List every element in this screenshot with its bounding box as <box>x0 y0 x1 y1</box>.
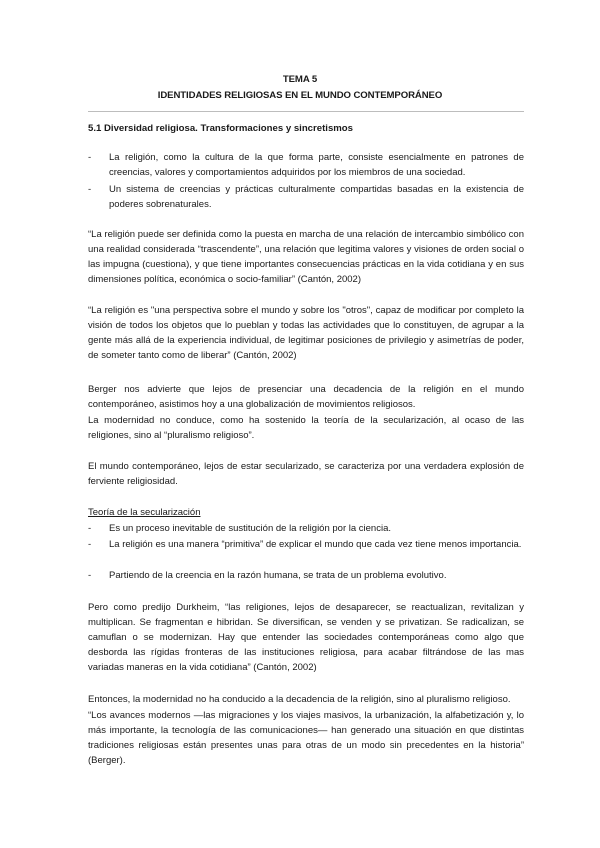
paragraph-modernidad: La modernidad no conduce, como ha sostenido la teoría de la secularización, al ocaso de las religiones, sino al “pluralismo religioso”. <box>88 415 524 441</box>
topic-number: TEMA 5 <box>282 74 318 85</box>
subsection-title: Teoría de la secularización <box>88 507 201 518</box>
paragraph-pluralismo: Entonces, la modernidad no ha conducido a la decadencia de la religión, sino al pluralismo religioso. <box>88 694 511 705</box>
paragraph-definition-2: “La religión es "una perspectiva sobre el mundo y sobre los "otros", capaz de modificar por completo la visión de todos los objetos que lo pueblan y todas las actividades que lo constituyen, de agrupar a la gente más allá de la experiencia individual, de legitimar posiciones de privilegio y asimetrías de poder, de someter tanto como de liberar” (Cantón, 2002) <box>88 305 524 361</box>
paragraph-definition-1: “La religión puede ser definida como la puesta en marcha de una relación de intercambio simbólico con una realidad considerada “trascendente”, una relación que legitima valores y visiones de orden social o las impugna (cuestiona), y que tiene importantes consecuencias prácticas en la vida cotidiana y en sus dimensiones política, económica o socio-familiar” (Cantón, 2002) <box>88 229 524 285</box>
bullet-dash: - <box>88 523 92 534</box>
header-divider <box>88 111 524 112</box>
list-item <box>88 182 524 212</box>
bullet-dash: - <box>88 184 92 195</box>
paragraph-berger-quote: “Los avances modernos —las migraciones y los viajes masivos, la urbanización, la alfabetización y, lo más importante, la tecnología de las comunicaciones— han generado una situación en que distintas tradiciones religiosas están presentes unas para otras de un modo sin precedentes en la historia” (Berger). <box>88 710 524 766</box>
list-item-text: La religión, como la cultura de la que forma parte, consiste esencialmente en patrones de creencias, valores y comportamientos adquiridos por los miembros de una sociedad. <box>109 152 524 178</box>
paragraph-mundo-contemporaneo: El mundo contemporáneo, lejos de estar secularizado, se caracteriza por una verdadera explosión de ferviente religiosidad. <box>88 461 524 487</box>
list-item <box>88 521 524 536</box>
bullet-dash: - <box>88 539 92 550</box>
list-item <box>88 150 524 180</box>
list-item <box>88 537 524 552</box>
section-heading: 5.1 Diversidad religiosa. Transformaciones y sincretismos <box>88 123 354 134</box>
list-item <box>88 568 524 583</box>
list-item-text: Es un proceso inevitable de sustitución de la religión por la ciencia. <box>109 523 391 534</box>
list-item-text: Un sistema de creencias y prácticas culturalmente compartidas basadas en la existencia de poderes sobrenaturales. <box>109 184 524 210</box>
paragraph-durkheim: Pero como predijo Durkheim, “las religiones, lejos de desaparecer, se reactualizan, revitalizan y multiplican. Se fragmentan e hibridan. Se diversifican, se venden y se privatizan. Se radicalizan, se camuflan o se modernizan. Hay que entender las sociedades contemporáneas como algo que desborda las rígidas fronteras de las instituciones religiosa, para acabar filtrándose de las mas variadas maneras en la vida cotidiana” (Cantón, 2002) <box>88 602 524 673</box>
paragraph-berger: Berger nos advierte que lejos de presenciar una decadencia de la religión en el mundo contemporáneo, asistimos hoy a una globalización de movimientos religiosos. <box>88 384 524 410</box>
bullet-dash: - <box>88 570 92 581</box>
list-item-text: Partiendo de la creencia en la razón humana, se trata de un problema evolutivo. <box>109 570 447 581</box>
list-item-text: La religión es una manera “primitiva” de explicar el mundo que cada vez tiene menos importancia. <box>109 539 522 550</box>
page-title: IDENTIDADES RELIGIOSAS EN EL MUNDO CONTEMPORÁNEO <box>157 90 443 101</box>
bullet-dash: - <box>88 152 92 163</box>
